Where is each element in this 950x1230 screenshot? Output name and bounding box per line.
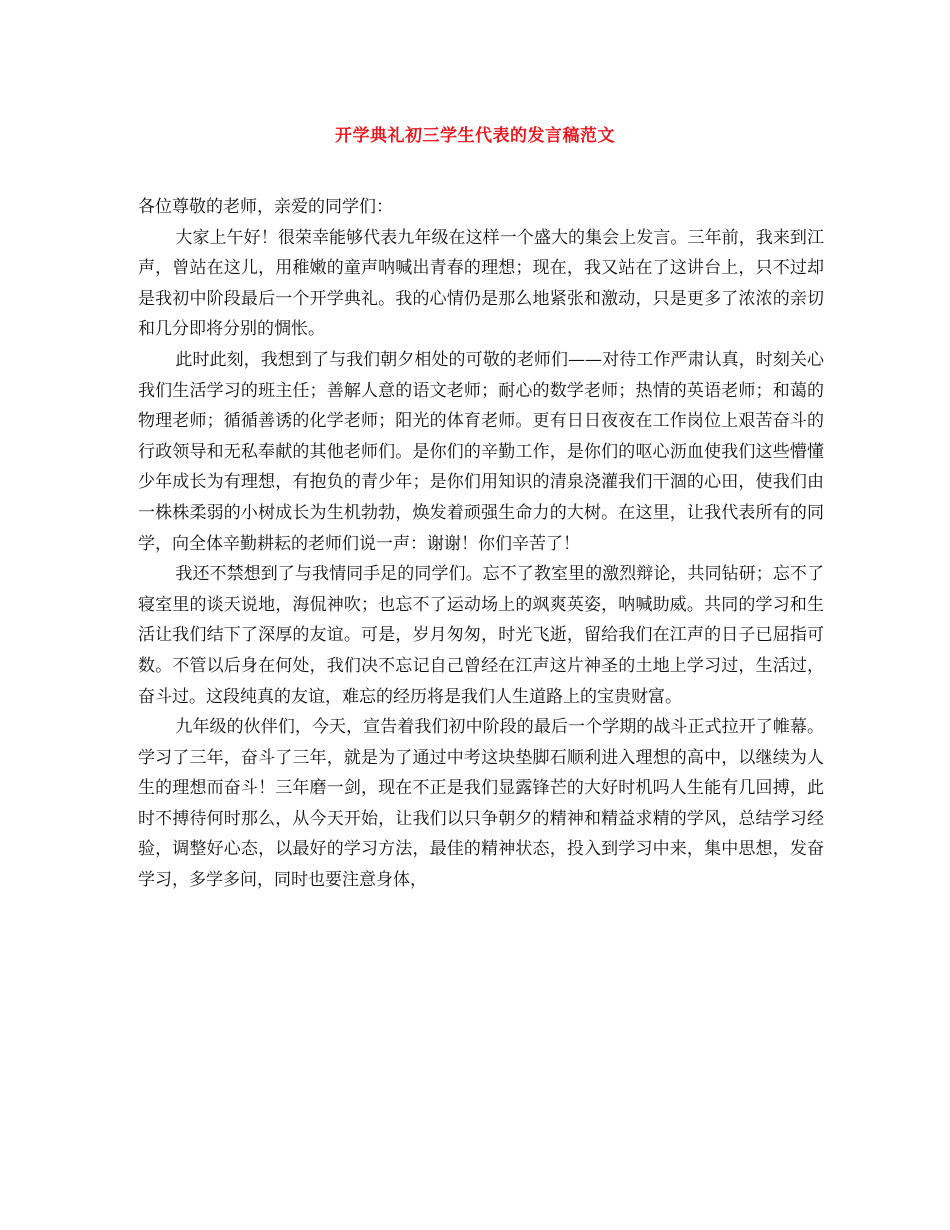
paragraph-teachers: 此时此刻，我想到了与我们朝夕相处的可敬的老师们——对待工作严肃认真，时刻关心我们生活学习的班主任；善解人意的语文老师；耐心的数学老师；热情的英语老师；和蔼的物理老师；循循善诱的化学老师；阳光的体育老师。更有日日夜夜在工作岗位上艰苦奋斗的行政领导和无私奉献的其他老师们。是你们的辛勤工作，是你们的呕心沥血使我们这些懵懂少年成长为有理想，有抱负的青少年；是你们用知识的清泉浇灌我们干涸的心田，使我们由一株株柔弱的小树成长为生机勃勃，焕发着顽强生命力的大树。在这里，让我代表所有的同学，向全体辛勤耕耘的老师们说一声：谢谢！你们辛苦了！ <box>138 349 824 554</box>
document-body <box>138 192 824 896</box>
paragraph-classmates: 我还不禁想到了与我情同手足的同学们。忘不了教室里的激烈辩论，共同钻研；忘不了寝室里的谈天说地，海侃神吹；也忘不了运动场上的飒爽英姿，呐喊助威。共同的学习和生活让我们结下了深厚的友谊。可是，岁月匆匆，时光飞逝，留给我们在江声的日子已屈指可数。不管以后身在何处，我们决不忘记自己曾经在江声这片神圣的土地上学习过，生活过，奋斗过。这段纯真的友谊，难忘的经历将是我们人生道路上的宝贵财富。 <box>138 564 824 707</box>
salutation: 各位尊敬的老师，亲爱的同学们： <box>138 197 393 217</box>
paragraph-greeting: 大家上午好！很荣幸能够代表九年级在这样一个盛大的集会上发言。三年前，我来到江声，曾站在这儿，用稚嫩的童声呐喊出青春的理想；现在，我又站在了这讲台上，只不过却是我初中阶段最后一个开学典礼。我的心情仍是那么地紧张和激动，只是更多了浓浓的亲切和几分即将分别的惆怅。 <box>138 227 824 340</box>
paragraph-ninth-grade: 九年级的伙伴们，今天，宣告着我们初中阶段的最后一个学期的战斗正式拉开了帷幕。学习了三年，奋斗了三年，就是为了通过中考这块垫脚石顺利进入理想的高中，以继续为人生的理想而奋斗！三年磨一剑，现在不正是我们显露锋芒的大好时机吗人生能有几回搏，此时不搏待何时那么，从今天开始，让我们以只争朝夕的精神和精益求精的学风，总结学习经验，调整好心态，以最好的学习方法，最佳的精神状态，投入到学习中来，集中思想，发奋学习，多学多问，同时也要注意身体， <box>138 717 824 891</box>
document-title: 开学典礼初三学生代表的发言稿范文 <box>335 126 615 146</box>
